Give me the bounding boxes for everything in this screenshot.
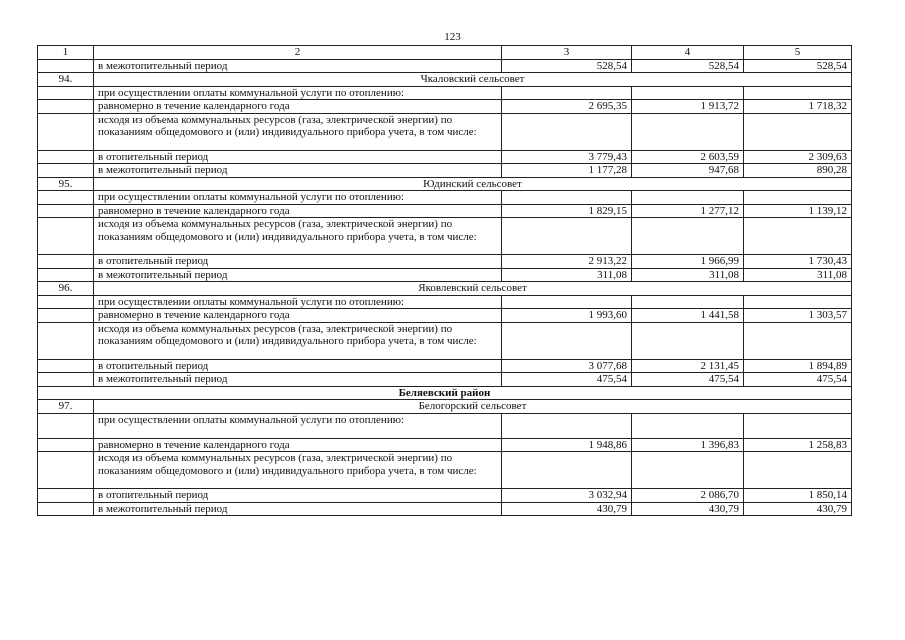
value-col-4: 1 966,99 [632,255,744,269]
value-col-3: 311,08 [502,268,632,282]
row-number [38,452,94,489]
row-description: в межотопительный период [94,373,502,387]
district-row [38,386,852,400]
row-description: при осуществлении оплаты коммунальной услуги по отоплению: [94,86,502,100]
row-number [38,191,94,205]
table-body [38,59,852,516]
page-number: 123 [444,31,461,43]
value-col-3: 2 695,35 [502,100,632,114]
value-col-4 [632,295,744,309]
section-row [38,177,852,191]
row-description: в межотопительный период [94,164,502,178]
section-row [38,73,852,87]
table-row [38,255,852,269]
row-description: равномерно в течение календарного года [94,100,502,114]
table-row [38,218,852,255]
value-col-5: 1 894,89 [744,359,852,373]
value-col-5: 1 718,32 [744,100,852,114]
table-row [38,86,852,100]
table-row [38,359,852,373]
row-description: в межотопительный период [94,502,502,516]
value-col-4 [632,191,744,205]
value-col-4 [632,452,744,489]
row-description: исходя из объема коммунальных ресурсов (газа, электрической энергии) по показаниям общедомового и (или) индивидуального прибора учета, в том числе: [94,113,502,150]
row-number [38,218,94,255]
value-col-3: 2 913,22 [502,255,632,269]
row-description: в отопительный период [94,150,502,164]
value-col-5 [744,86,852,100]
value-col-3: 1 948,86 [502,438,632,452]
header-col-3: 3 [502,46,632,60]
table-row [38,191,852,205]
table-row [38,309,852,323]
value-col-3: 3 032,94 [502,489,632,503]
header-col-2: 2 [94,46,502,60]
value-col-4: 2 131,45 [632,359,744,373]
value-col-5 [744,322,852,359]
value-col-5 [744,113,852,150]
table-row [38,413,852,438]
row-description: исходя из объема коммунальных ресурсов (газа, электрической энергии) по показаниям общедомового и (или) индивидуального прибора учета, в том числе: [94,218,502,255]
section-title: Белогорский сельсовет [94,400,852,414]
value-col-4: 1 913,72 [632,100,744,114]
row-number [38,359,94,373]
row-number [38,322,94,359]
value-col-4: 475,54 [632,373,744,387]
row-number [38,295,94,309]
value-col-4: 1 396,83 [632,438,744,452]
table-row [38,150,852,164]
value-col-5: 475,54 [744,373,852,387]
table-row [38,452,852,489]
value-col-4: 2 603,59 [632,150,744,164]
row-description: равномерно в течение календарного года [94,309,502,323]
value-col-4: 311,08 [632,268,744,282]
row-number [38,413,94,438]
table-row [38,295,852,309]
value-col-5: 430,79 [744,502,852,516]
value-col-5: 1 139,12 [744,204,852,218]
value-col-5: 1 258,83 [744,438,852,452]
section-title: Яковлевский сельсовет [94,282,852,296]
value-col-3 [502,113,632,150]
value-col-4 [632,86,744,100]
row-description: в межотопительный период [94,268,502,282]
district-title: Беляевский район [38,386,852,400]
row-description: при осуществлении оплаты коммунальной услуги по отоплению: [94,413,502,438]
header-col-4: 4 [632,46,744,60]
value-col-3: 1 177,28 [502,164,632,178]
table-row [38,502,852,516]
row-description: исходя из объема коммунальных ресурсов (газа, электрической энергии) по показаниям общедомового и (или) индивидуального прибора учета, в том числе: [94,322,502,359]
table-row [38,164,852,178]
value-col-3: 3 077,68 [502,359,632,373]
value-col-4: 1 441,58 [632,309,744,323]
value-col-3 [502,218,632,255]
row-number [38,204,94,218]
value-col-4: 1 277,12 [632,204,744,218]
header-col-1: 1 [38,46,94,60]
value-col-3 [502,322,632,359]
value-col-4 [632,413,744,438]
value-col-5 [744,413,852,438]
tariff-table [37,45,852,516]
value-col-3: 1 829,15 [502,204,632,218]
row-description: в отопительный период [94,359,502,373]
table-row [38,113,852,150]
value-col-3: 528,54 [502,59,632,73]
value-col-3: 3 779,43 [502,150,632,164]
row-number [38,150,94,164]
row-number [38,268,94,282]
value-col-5 [744,191,852,205]
row-number [38,489,94,503]
value-col-5 [744,295,852,309]
row-description: равномерно в течение календарного года [94,204,502,218]
value-col-5 [744,452,852,489]
table-row [38,100,852,114]
value-col-3 [502,413,632,438]
value-col-3 [502,191,632,205]
section-row [38,400,852,414]
row-number: 96. [38,282,94,296]
value-col-5: 2 309,63 [744,150,852,164]
value-col-5: 528,54 [744,59,852,73]
value-col-3: 1 993,60 [502,309,632,323]
row-number [38,100,94,114]
header-col-5: 5 [744,46,852,60]
value-col-5: 1 850,14 [744,489,852,503]
value-col-3: 475,54 [502,373,632,387]
value-col-4: 947,68 [632,164,744,178]
row-number [38,113,94,150]
value-col-3 [502,452,632,489]
value-col-4: 528,54 [632,59,744,73]
value-col-4: 430,79 [632,502,744,516]
table-row [38,204,852,218]
row-description: при осуществлении оплаты коммунальной услуги по отоплению: [94,295,502,309]
value-col-5: 1 303,57 [744,309,852,323]
value-col-5: 1 730,43 [744,255,852,269]
value-col-5: 311,08 [744,268,852,282]
section-title: Чкаловский сельсовет [94,73,852,87]
table-row [38,438,852,452]
value-col-4 [632,113,744,150]
table-row [38,373,852,387]
row-number [38,59,94,73]
value-col-5: 890,28 [744,164,852,178]
value-col-4 [632,218,744,255]
row-number [38,309,94,323]
row-description: при осуществлении оплаты коммунальной услуги по отоплению: [94,191,502,205]
value-col-3 [502,295,632,309]
value-col-5 [744,218,852,255]
value-col-4 [632,322,744,359]
row-description: в межотопительный период [94,59,502,73]
row-number [38,86,94,100]
value-col-3: 430,79 [502,502,632,516]
row-description: в отопительный период [94,255,502,269]
row-number [38,164,94,178]
row-number [38,373,94,387]
table-row [38,268,852,282]
table-row [38,489,852,503]
section-row [38,282,852,296]
row-number [38,438,94,452]
table-row [38,322,852,359]
row-number [38,255,94,269]
section-title: Юдинский сельсовет [94,177,852,191]
value-col-3 [502,86,632,100]
row-description: исходя из объема коммунальных ресурсов (газа, электрической энергии) по показаниям общедомового и (или) индивидуального прибора учета, в том числе: [94,452,502,489]
row-description: в отопительный период [94,489,502,503]
row-number: 94. [38,73,94,87]
row-number: 95. [38,177,94,191]
table-row [38,59,852,73]
value-col-4: 2 086,70 [632,489,744,503]
table-header-row [38,46,852,60]
row-description: равномерно в течение календарного года [94,438,502,452]
row-number: 97. [38,400,94,414]
row-number [38,502,94,516]
